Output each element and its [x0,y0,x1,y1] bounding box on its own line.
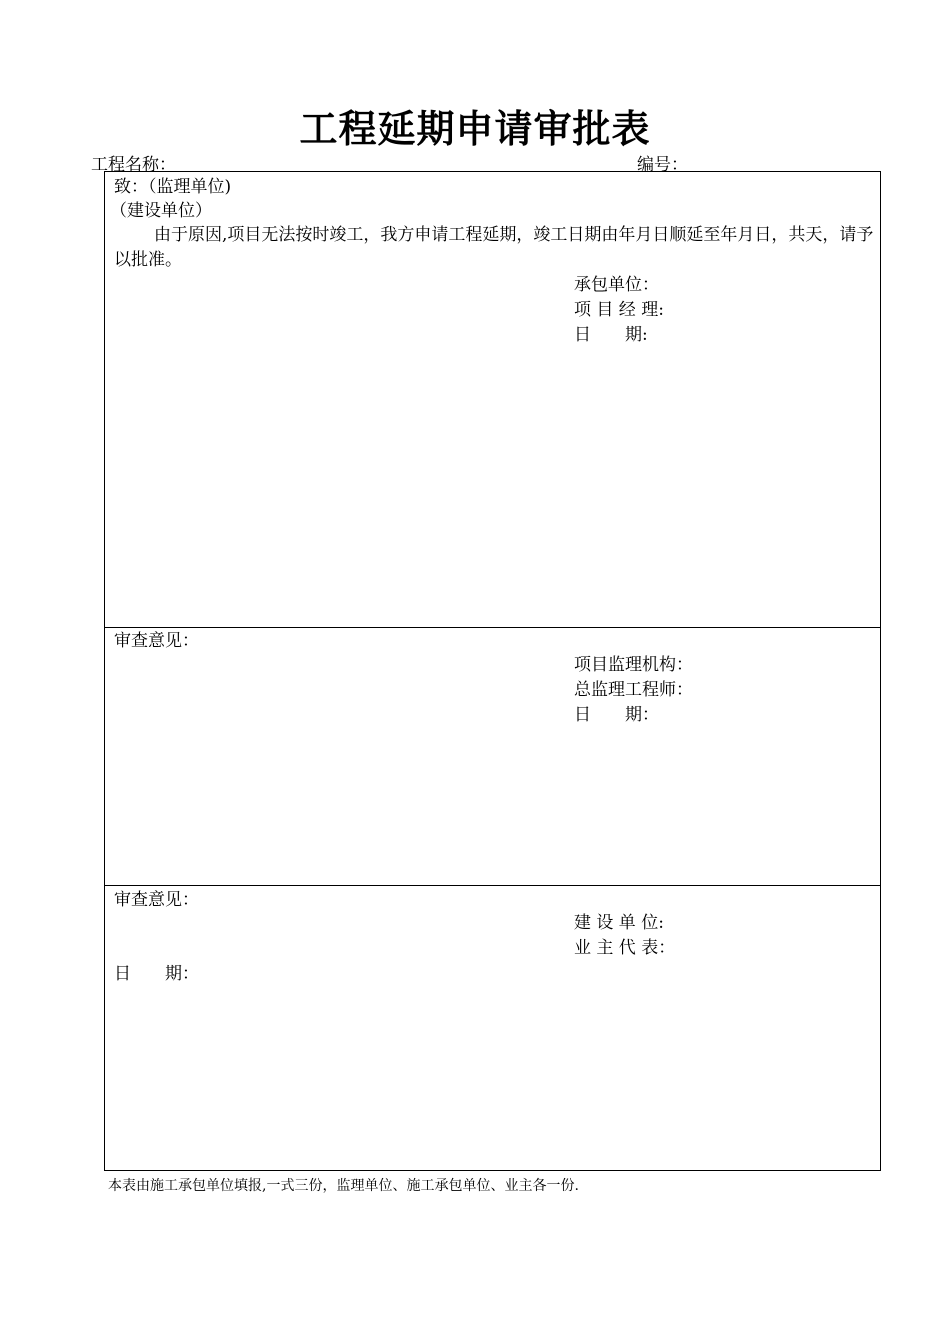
form-title: 工程延期申请审批表 [299,107,651,151]
supervision-org-label: 项目监理机构： [574,655,693,675]
owner-unit-label: 建 设 单 位: [574,913,664,933]
form-table [104,171,881,1171]
client-line: （建设单位） [110,201,212,221]
footer-note: 本表由施工承包单位填报,一式三份，监理单位、施工承包单位、业主各一份. [108,1178,579,1194]
serial-number-label: 编号： [637,155,688,175]
application-body: 由于原因,项目无法按时竣工，我方申请工程延期，竣工日期由年月日顺延至年月日，共天，请予以批准。 [114,225,874,270]
owner-review-section [105,886,880,1171]
owner-rep-label: 业 主 代 表： [574,938,676,958]
application-section [105,172,880,628]
supervision-review-section [105,628,880,886]
to-line: 致：（监理单位) [114,177,232,197]
application-date-label: 日 期: [574,325,648,345]
contractor-label: 承包单位： [574,275,659,295]
owner-date-label: 日 期： [114,964,199,984]
chief-engineer-label: 总监理工程师： [574,680,693,700]
supervision-date-label: 日 期： [574,705,659,725]
supervision-opinion-label: 审查意见： [114,631,199,651]
manager-label: 项 目 经 理: [574,300,664,320]
owner-opinion-label: 审查意见： [114,890,199,910]
project-name-label: 工程名称： [91,155,176,175]
